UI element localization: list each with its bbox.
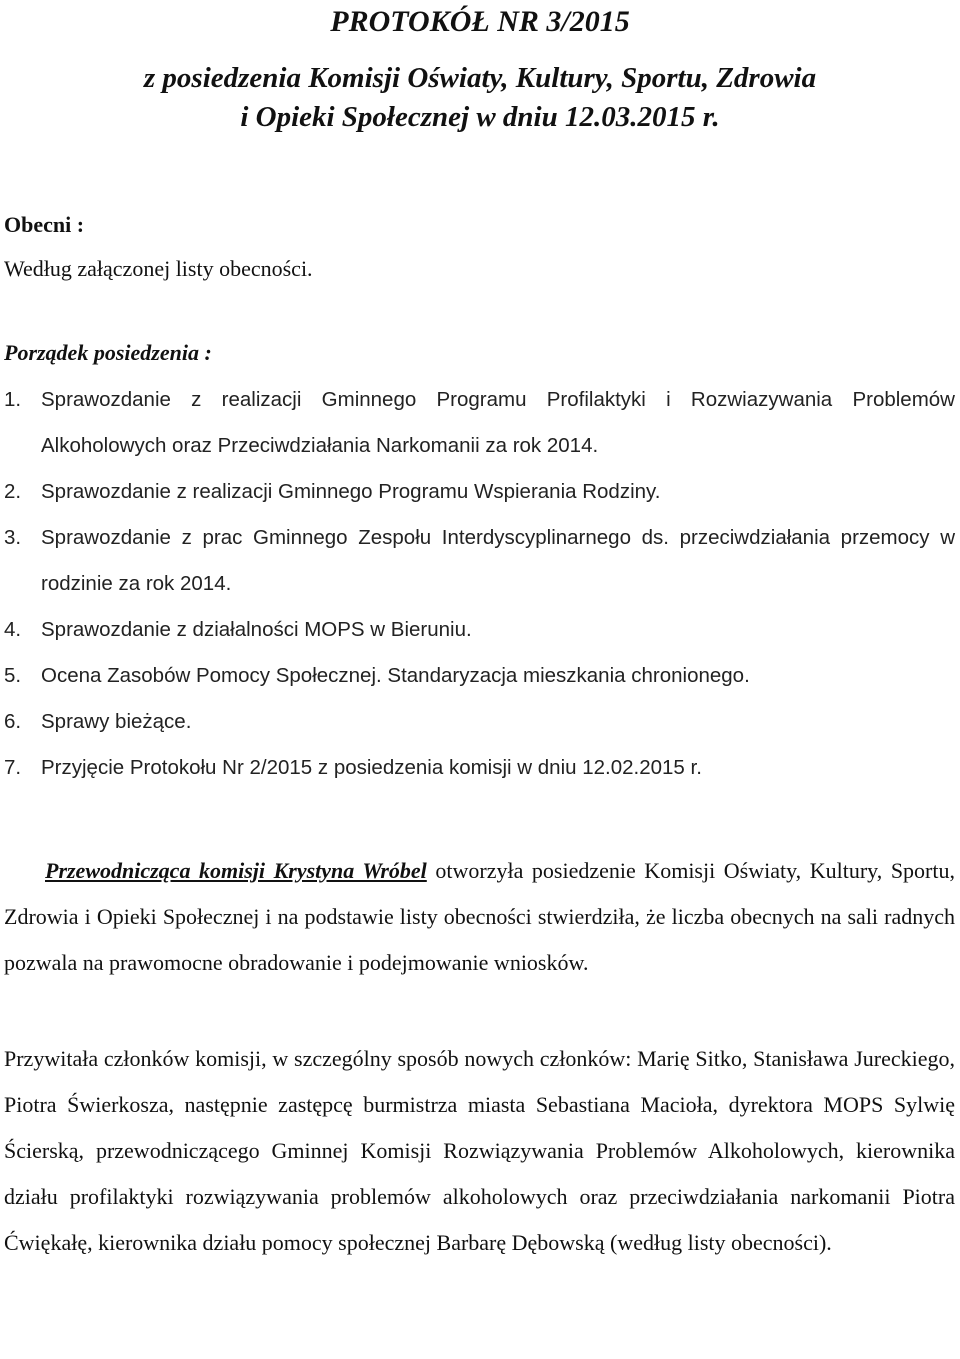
- agenda-item-text: Przyjęcie Protokołu Nr 2/2015 z posiedzenia komisji w dniu 12.02.2015 r.: [41, 756, 702, 779]
- chairperson-name: Przewodnicząca komisji Krystyna Wróbel: [45, 858, 427, 883]
- attendance-label: Obecni :: [4, 212, 85, 237]
- attendance-text: Według załączonej listy obecności.: [4, 256, 313, 281]
- agenda-item-number: 7.: [4, 756, 22, 779]
- agenda-item: [0, 469, 955, 515]
- agenda-item: [0, 377, 955, 469]
- agenda-item-number: 1.: [4, 388, 22, 411]
- protocol-subtitle-line1: z posiedzenia Komisji Oświaty, Kultury, Sportu, Zdrowia: [143, 62, 817, 94]
- protocol-subtitle-line2: i Opieki Społecznej w dniu 12.03.2015 r.: [240, 101, 720, 133]
- protocol-title: PROTOKÓŁ NR 3/2015: [330, 5, 630, 38]
- opening-paragraph: [4, 848, 955, 986]
- opening-paragraph-text: otworzyła posiedzenie Komisji Oświaty, Kultury, Sportu, Zdrowia i Opieki Społecznej i na podstawie listy obecności stwierdziła, że liczba obecnych na sali radnych pozwala na prawomocne obradowanie i podejmowanie wniosków.: [4, 858, 955, 975]
- agenda-item-number: 3.: [4, 526, 22, 549]
- agenda-item-number: 6.: [4, 710, 22, 733]
- agenda-item-text: Sprawozdanie z realizacji Gminnego Programu Profilaktyki i Rozwiazywania Problemów Alkoholowych oraz Przeciwdziałania Narkomanii za rok 2014.: [41, 388, 955, 457]
- agenda-item: [0, 653, 955, 699]
- agenda-item-number: 5.: [4, 664, 22, 687]
- agenda-item-number: 2.: [4, 480, 22, 503]
- agenda-item-number: 4.: [4, 618, 22, 641]
- agenda-item: [0, 745, 955, 791]
- agenda-item: [0, 515, 955, 607]
- agenda-item-text: Ocena Zasobów Pomocy Społecznej. Standaryzacja mieszkania chronionego.: [41, 664, 750, 687]
- agenda-item: [0, 607, 955, 653]
- agenda-list: [0, 377, 955, 791]
- agenda-item-text: Sprawozdanie z realizacji Gminnego Programu Wspierania Rodziny.: [41, 480, 661, 503]
- agenda-item-text: Sprawy bieżące.: [41, 710, 192, 733]
- agenda-item-text: Sprawozdanie z prac Gminnego Zespołu Interdyscyplinarnego ds. przeciwdziałania przemocy w rodzinie za rok 2014.: [41, 526, 955, 595]
- agenda-label: Porządek posiedzenia :: [4, 340, 212, 365]
- agenda-item: [0, 699, 955, 745]
- agenda-item-text: Sprawozdanie z działalności MOPS w Bieruniu.: [41, 618, 472, 641]
- welcome-paragraph: Przywitała członków komisji, w szczególny sposób nowych członków: Marię Sitko, Stanisława Jureckiego, Piotra Świerkosza, następnie zastępcę burmistrza miasta Sebastiana Macioła, dyrektora MOPS Sylwię Ścierską, przewodniczącego Gminnej Komisji Rozwiązywania Problemów Alkoholowych, kierownika działu profilaktyki rozwiązywania problemów alkoholowych oraz przeciwdziałania narkomanii Piotra Ćwiękałę, kierownika działu pomocy społecznej Barbarę Dębowską (według listy obecności).: [4, 1046, 955, 1255]
